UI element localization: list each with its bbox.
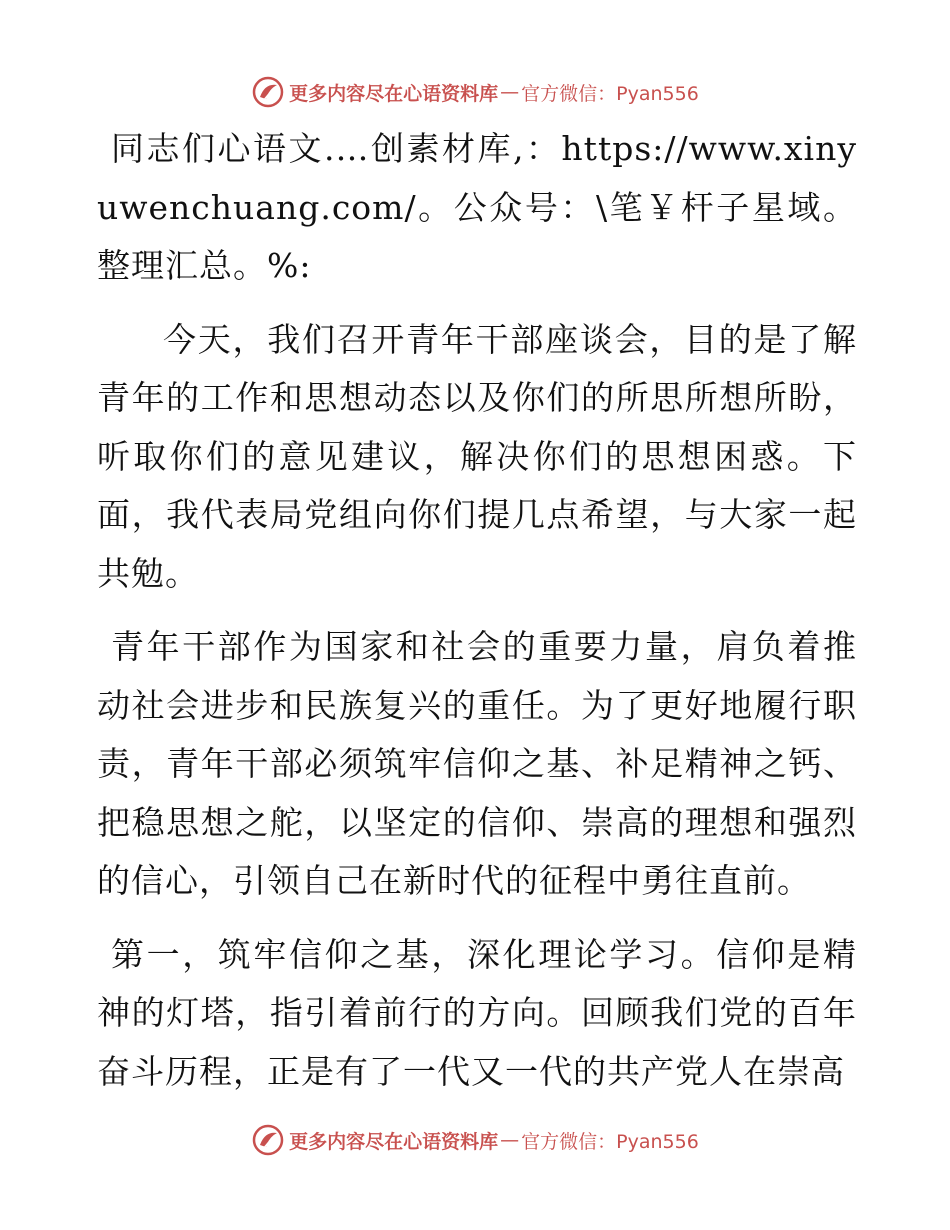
banner-dash: — xyxy=(500,81,520,103)
footer-banner xyxy=(0,1120,950,1160)
header-banner xyxy=(0,72,950,112)
banner-wechat: 官方微信：Pyan556 xyxy=(521,82,699,105)
brand-logo-icon xyxy=(251,75,285,109)
banner-title: 更多内容尽在心语资料库 xyxy=(289,1130,499,1153)
paragraph-intro: 今天，我们召开青年干部座谈会，目的是了解青年的工作和思想动态以及你们的所思所想所盼，听取你们的意见建议，解决你们的思想困惑。下面，我代表局党组向你们提几点希望，与大家一起共勉。 xyxy=(97,319,857,593)
paragraph-youth-cadres: 青年干部作为国家和社会的重要力量，肩负着推动社会进步和民族复兴的重任。为了更好地履行职责，青年干部必须筑牢信仰之基、补足精神之钙、把稳思想之舵，以坚定的信仰、崇高的理想和强烈的信心，引领自己在新时代的征程中勇往直前。 xyxy=(97,627,857,900)
document-body xyxy=(97,120,857,1116)
paragraph-source-note: 同志们心语文.…创素材库,：https://www.xinyuwenchuang.com/。公众号：\笔￥杆子星域。整理汇总。%: xyxy=(97,129,857,285)
banner-title: 更多内容尽在心语资料库 xyxy=(289,82,499,105)
paragraph-first-point: 第一，筑牢信仰之基，深化理论学习。信仰是精神的灯塔，指引着前行的方向。回顾我们党的百年奋斗历程，正是有了一代又一代的共产党人在崇高 xyxy=(97,934,857,1091)
banner-dash: — xyxy=(500,1129,520,1151)
banner-wechat: 官方微信：Pyan556 xyxy=(521,1130,699,1153)
brand-logo-icon xyxy=(251,1123,285,1157)
